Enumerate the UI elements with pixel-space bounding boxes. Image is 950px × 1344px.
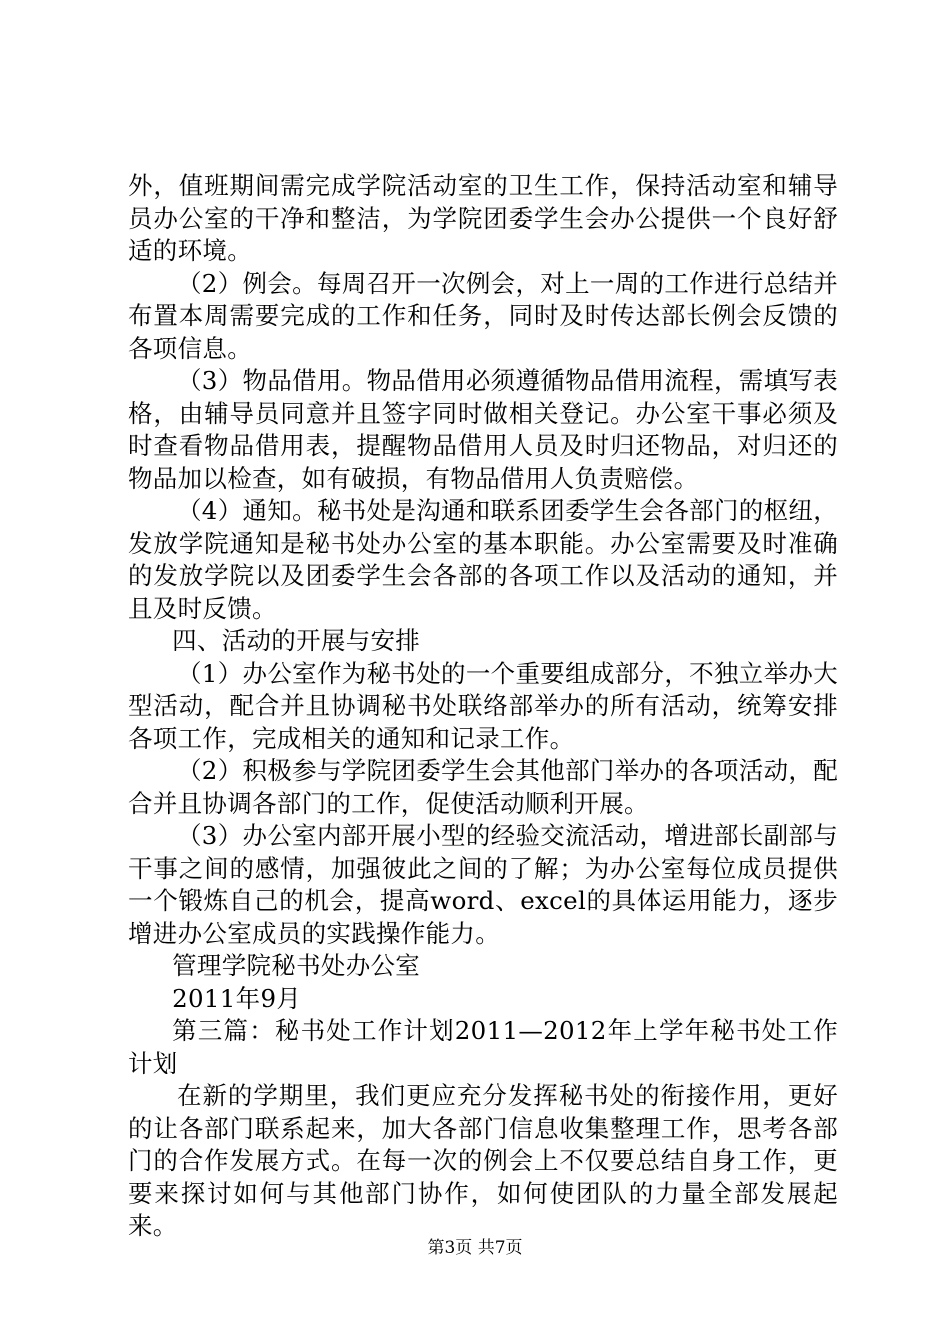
paragraph-continuation: 外，值班期间需完成学院活动室的卫生工作，保持活动室和辅导员办公室的干净和整洁，为学院团委学生会办公提供一个良好舒适的环境。	[128, 171, 838, 265]
signature-date: 2011年9月	[172, 983, 302, 1013]
paragraph-intro: 在新的学期里，我们更应充分发挥秘书处的衔接作用，更好的让各部门联系起来，加大各部门信息收集整理工作，思考各部门的合作发展方式。在每一次的例会上不仅要总结自身工作，更要来探讨如何与其他部门协作，如何使团队的力量全部发展起来。	[128, 1081, 838, 1240]
paragraph-activity-2: （2）积极参与学院团委学生会其他部门举办的各项活动，配合并且协调各部门的工作，促使活动顺利开展。	[128, 756, 838, 818]
paragraph-item-3-borrowing: （3）物品借用。物品借用必须遵循物品借用流程，需填写表格，由辅导员同意并且签字同时做相关登记。办公室干事必须及时查看物品借用表，提醒物品借用人员及时归还物品，对归还的物品加以检查，如有破损，有物品借用人负责赔偿。	[128, 366, 838, 493]
paragraph-item-4-notice: （4）通知。秘书处是沟通和联系团委学生会各部门的枢纽，发放学院通知是秘书处办公室的基本职能。办公室需要及时准确的发放学院以及团委学生会各部的各项工作以及活动的通知，并且及时反馈。	[128, 496, 838, 623]
signature-office: 管理学院秘书处办公室	[172, 951, 421, 980]
paragraph-item-2-meeting: （2）例会。每周召开一次例会，对上一周的工作进行总结并布置本周需要完成的工作和任务，同时及时传达部长例会反馈的各项信息。	[128, 268, 838, 363]
document-body	[128, 170, 838, 1243]
paragraph-activity-1: （1）办公室作为秘书处的一个重要组成部分，不独立举办大型活动，配合并且协调秘书处联络部举办的所有活动，统筹安排各项工作，完成相关的通知和记录工作。	[128, 658, 838, 753]
page-number-footer: 第3页 共7页	[427, 1238, 523, 1258]
section-heading-activities: 四、活动的开展与安排	[172, 626, 421, 655]
chapter-heading-third: 第三篇：秘书处工作计划2011—2012年上学年秘书处工作计划	[128, 1016, 838, 1078]
paragraph-activity-3: （3）办公室内部开展小型的经验交流活动，增进部长副部与干事之间的感情，加强彼此之间的了解；为办公室每位成员提供一个锻炼自己的机会，提高word、excel的具体运用能力，逐步增进办公室成员的实践操作能力。	[128, 821, 838, 948]
